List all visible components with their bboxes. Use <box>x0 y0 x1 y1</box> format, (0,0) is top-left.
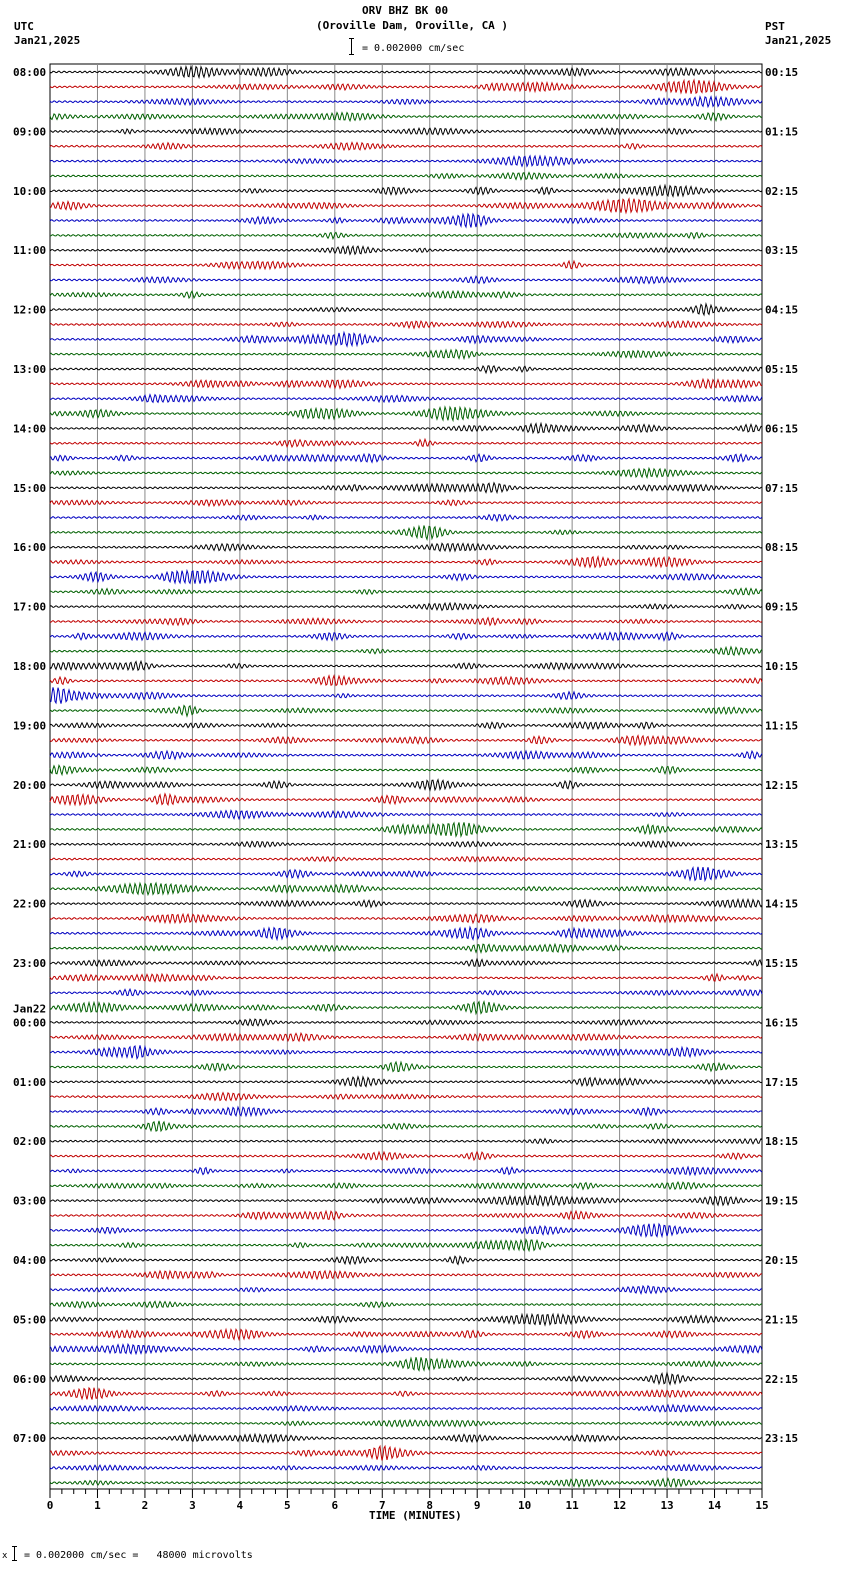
right-hour-label: 01:15 <box>765 125 799 139</box>
trace-line <box>50 857 762 862</box>
trace-line <box>50 1434 762 1442</box>
trace-line <box>50 1139 762 1144</box>
trace-line <box>50 423 762 433</box>
trace-line <box>50 1240 762 1251</box>
trace-line <box>50 1077 762 1087</box>
trace-line <box>50 483 762 493</box>
right-hour-label: 13:15 <box>765 838 799 852</box>
trace-line <box>50 1329 762 1339</box>
trace-line <box>50 1271 762 1279</box>
trace-line <box>50 1062 762 1071</box>
left-hour-label: 06:00 <box>13 1372 47 1386</box>
trace-line <box>50 959 762 966</box>
trace-line <box>50 113 762 121</box>
trace-line <box>50 1357 762 1370</box>
x-tick-label: 10 <box>518 1499 532 1512</box>
right-hour-label: 15:15 <box>765 957 799 970</box>
right-hour-label: 18:15 <box>765 1135 799 1149</box>
x-tick-label: 9 <box>473 1499 481 1512</box>
left-hour-label: 02:00 <box>13 1135 47 1149</box>
trace-line <box>50 543 762 551</box>
trace-line <box>50 810 762 818</box>
left-hour-label: 17:00 <box>13 600 47 614</box>
right-hour-label: 05:15 <box>765 363 799 376</box>
right-hour-label: 04:15 <box>765 303 799 317</box>
trace-line <box>50 1152 762 1160</box>
location-subtitle: (Oroville Dam, Oroville, CA ) <box>316 19 509 32</box>
trace-line <box>50 1301 762 1307</box>
trace-line <box>50 304 762 315</box>
right-hour-label: 20:15 <box>765 1254 799 1267</box>
trace-line <box>50 557 762 567</box>
trace-line <box>50 468 762 477</box>
trace-line <box>50 128 762 135</box>
right-hour-label: 07:15 <box>765 481 799 495</box>
left-hour-label: 10:00 <box>13 184 47 198</box>
trace-line <box>50 989 762 995</box>
trace-line <box>50 780 762 790</box>
trace-line <box>50 454 762 462</box>
x-tick-label: 12 <box>612 1499 627 1512</box>
left-timezone: UTC <box>14 20 34 33</box>
trace-line <box>50 80 762 94</box>
left-hour-label: 13:00 <box>13 363 47 376</box>
left-hour-label: 03:00 <box>13 1194 47 1208</box>
left-hour-label: 21:00 <box>13 838 47 852</box>
x-tick-label: 7 <box>378 1499 386 1512</box>
trace-line <box>50 1093 762 1101</box>
right-hour-label: 00:15 <box>765 66 799 79</box>
left-hour-label: 14:00 <box>13 422 47 436</box>
trace-line <box>50 661 762 670</box>
right-date: Jan21,2025 <box>765 34 832 47</box>
trace-line <box>50 156 762 166</box>
trace-line <box>50 900 762 908</box>
trace-line <box>50 276 762 283</box>
trace-line <box>50 291 762 298</box>
trace-line <box>50 841 762 847</box>
trace-line <box>50 618 762 626</box>
left-hour-label: 20:00 <box>13 778 47 792</box>
right-hour-label: 09:15 <box>765 600 799 614</box>
x-tick-label: 8 <box>426 1499 434 1512</box>
right-hour-label: 17:15 <box>765 1075 799 1089</box>
trace-line <box>50 1045 762 1058</box>
trace-line <box>50 1182 762 1189</box>
trace-line <box>50 867 762 880</box>
trace-line <box>50 439 762 447</box>
right-hour-label: 12:15 <box>765 778 799 792</box>
trace-line <box>50 765 762 774</box>
trace-line <box>50 526 762 540</box>
trace-line <box>50 246 762 254</box>
trace-line <box>50 67 762 78</box>
left-hour-label: 07:00 <box>13 1432 47 1446</box>
trace-line <box>50 751 762 759</box>
trace-line <box>50 588 762 595</box>
trace-line <box>50 350 762 359</box>
footer-scale-label: = 0.002000 cm/sec = 48000 microvolts <box>24 1550 253 1561</box>
left-hour-label: 09:00 <box>13 125 47 139</box>
trace-line <box>50 1033 762 1041</box>
trace-line <box>50 1405 762 1412</box>
trace-line <box>50 1446 762 1460</box>
left-hour-label: 19:00 <box>13 719 47 733</box>
trace-line <box>50 1478 762 1486</box>
x-tick-label: 3 <box>189 1499 196 1512</box>
left-hour-label: 11:00 <box>13 244 47 258</box>
left-hour-label: 12:00 <box>13 303 47 317</box>
trace-line <box>50 603 762 610</box>
trace-line <box>50 1196 762 1206</box>
x-tick-label: 14 <box>707 1499 722 1512</box>
trace-line <box>50 233 762 239</box>
trace-line <box>50 395 762 403</box>
right-hour-label: 14:15 <box>765 897 799 911</box>
trace-line <box>50 883 762 895</box>
x-tick-label: 11 <box>565 1499 579 1512</box>
left-hour-label: 15:00 <box>13 481 47 495</box>
trace-line <box>50 1373 762 1384</box>
left-hour-label: 04:00 <box>13 1254 47 1267</box>
trace-line <box>50 1420 762 1427</box>
x-tick-label: 13 <box>660 1499 674 1512</box>
trace-line <box>50 736 762 745</box>
date-change-label: Jan22 <box>13 1002 47 1016</box>
left-hour-label: 18:00 <box>13 660 47 673</box>
trace-line <box>50 722 762 729</box>
left-date: Jan21,2025 <box>14 34 81 47</box>
trace-line <box>50 1256 762 1264</box>
trace-line <box>50 1344 762 1353</box>
trace-line <box>50 214 762 227</box>
left-hour-label: 16:00 <box>13 541 47 555</box>
right-hour-label: 22:15 <box>765 1372 799 1386</box>
trace-line <box>50 1388 762 1400</box>
right-hour-label: 19:15 <box>765 1194 799 1208</box>
trace-line <box>50 706 762 717</box>
trace-line <box>50 1211 762 1219</box>
trace-line <box>50 500 762 506</box>
trace-line <box>50 379 762 388</box>
x-tick-label: 6 <box>331 1499 339 1512</box>
left-hour-label: 05:00 <box>13 1313 47 1327</box>
right-hour-label: 21:15 <box>765 1313 799 1327</box>
trace-line <box>50 1286 762 1294</box>
right-hour-label: 08:15 <box>765 541 799 555</box>
trace-line <box>50 632 762 640</box>
x-tick-label: 1 <box>94 1499 101 1512</box>
right-hour-label: 02:15 <box>765 184 799 198</box>
trace-line <box>50 794 762 805</box>
trace-line <box>50 571 762 584</box>
right-timezone: PST <box>765 20 785 33</box>
left-hour-label: 22:00 <box>13 897 47 911</box>
trace-line <box>50 647 762 655</box>
trace-line <box>50 822 762 836</box>
trace-line <box>50 1121 762 1131</box>
trace-line <box>50 1224 762 1237</box>
trace-line <box>50 927 762 939</box>
trace-line <box>50 366 762 373</box>
trace-line <box>50 1314 762 1325</box>
trace-line <box>50 1002 762 1014</box>
footer-marker: x <box>2 1551 8 1561</box>
right-hour-label: 11:15 <box>765 719 799 733</box>
left-hour-label: 01:00 <box>13 1075 47 1089</box>
trace-line <box>50 321 762 328</box>
x-tick-label: 4 <box>236 1499 244 1512</box>
trace-line <box>50 173 762 180</box>
scale-label: = 0.002000 cm/sec <box>362 43 465 54</box>
trace-line <box>50 515 762 521</box>
right-hour-label: 06:15 <box>765 422 799 436</box>
x-tick-label: 5 <box>284 1499 291 1512</box>
trace-line <box>50 143 762 150</box>
right-hour-label: 03:15 <box>765 244 799 258</box>
station-title: ORV BHZ BK 00 <box>362 4 449 17</box>
trace-line <box>50 1019 762 1026</box>
trace-line <box>50 1107 762 1116</box>
trace-line <box>50 199 762 213</box>
trace-line <box>50 914 762 923</box>
left-hour-label: 08:00 <box>13 66 47 79</box>
trace-line <box>50 185 762 196</box>
left-hour-label: 23:00 <box>13 957 47 970</box>
trace-line <box>50 333 762 347</box>
right-hour-label: 23:15 <box>765 1432 799 1446</box>
trace-line <box>50 974 762 982</box>
trace-line <box>50 97 762 107</box>
x-tick-label: 2 <box>141 1499 149 1512</box>
x-tick-label: 0 <box>46 1499 54 1512</box>
x-axis-title: TIME (MINUTES) <box>369 1509 462 1522</box>
right-hour-label: 16:15 <box>765 1016 799 1030</box>
x-tick-label: 15 <box>755 1499 769 1512</box>
right-hour-label: 10:15 <box>765 660 799 673</box>
trace-line <box>50 1167 762 1175</box>
trace-line <box>50 1465 762 1471</box>
trace-line <box>50 944 762 952</box>
trace-line <box>50 407 762 420</box>
trace-line <box>50 261 762 269</box>
trace-line <box>50 676 762 686</box>
left-hour-label: 00:00 <box>13 1016 47 1030</box>
trace-line <box>50 687 762 703</box>
